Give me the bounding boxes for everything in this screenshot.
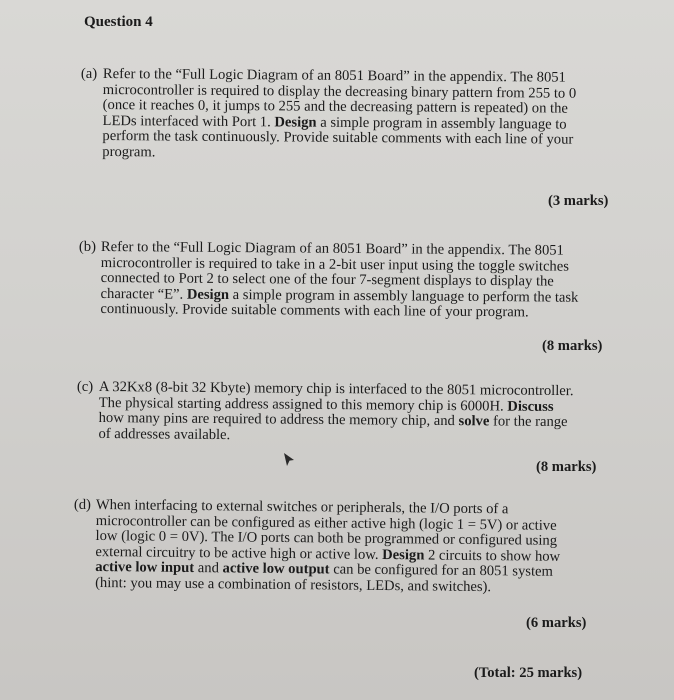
question-b-line-1: Refer to the “Full Logic Diagram of an 8051 Board” in the appendix. The 8051	[100, 239, 564, 259]
question-c-line-1: A 32Kx8 (8-bit 32 Kbyte) memory chip is interfaced to the 8051 microcontroller.	[98, 379, 574, 400]
question-d-line-4: external circuitry to be active high or active low. Design 2 circuits to show how	[95, 543, 561, 565]
question-a-line-6: program.	[102, 143, 156, 161]
total-marks: (Total: 25 marks)	[474, 665, 583, 681]
question-d-marks: (6 marks)	[526, 615, 587, 631]
question-c	[76, 378, 607, 447]
question-a-line-5: perform the task continuously. Provide suitable comments with each line of your	[102, 128, 574, 149]
question-a	[80, 65, 620, 165]
question-c-line-2: The physical starting address assigned to this memory chip is 6000H. Discuss	[98, 394, 554, 415]
question-a-line-4: LEDs interfaced with Port 1. Design a simple program in assembly language to	[102, 112, 567, 133]
question-b-line-5: continuously. Provide suitable comments with each line of your program.	[100, 301, 529, 321]
question-c-line-3: how many pins are required to address the memory chip, and solve for the range	[98, 410, 568, 431]
question-b-label: (b)	[78, 238, 97, 255]
question-d	[73, 496, 599, 597]
question-d-line-1: When interfacing to external switches or peripherals, the I/O ports of a	[95, 497, 509, 518]
question-a-line-3: (once it reaches 0, it jumps to 255 and the decreasing pattern is repeated) on the	[102, 97, 568, 117]
question-a-label: (a)	[80, 65, 98, 82]
question-d-line-5: active low input and active low output can be configured for an 8051 system	[95, 559, 553, 581]
question-d-label: (d)	[73, 496, 92, 513]
question-a-marks: (3 marks)	[548, 193, 609, 209]
question-d-line-6: (hint: you may use a combination of resistors, LEDs, and switches).	[95, 574, 492, 596]
question-d-line-2: microcontroller can be configured as either active high (logic 1 = 5V) or active	[95, 512, 557, 534]
question-a-line-1: Refer to the “Full Logic Diagram of an 8051 Board” in the appendix. The 8051	[102, 66, 566, 86]
question-b	[78, 238, 612, 322]
question-b-line-3: connected to Port 2 to select one of the four 7-segment displays to display the	[100, 270, 554, 290]
question-d-line-3: low (logic 0 = 0V). The I/O ports can both be programmed or configured using	[95, 528, 558, 550]
mouse-pointer-icon	[282, 452, 296, 468]
question-b-line-4: character “E”. Design a simple program in assembly language to perform the task	[100, 285, 579, 306]
question-c-label: (c)	[76, 378, 94, 395]
question-c-line-4: of addresses available.	[98, 425, 231, 443]
question-c-marks: (8 marks)	[536, 459, 597, 475]
page-title: Question 4	[84, 14, 153, 30]
question-a-line-2: microcontroller is required to display the decreasing binary pattern from 255 to 0	[102, 81, 577, 102]
question-b-marks: (8 marks)	[542, 338, 603, 354]
question-b-line-2: microcontroller is required to take in a 2-bit user input using the toggle switches	[100, 254, 569, 275]
